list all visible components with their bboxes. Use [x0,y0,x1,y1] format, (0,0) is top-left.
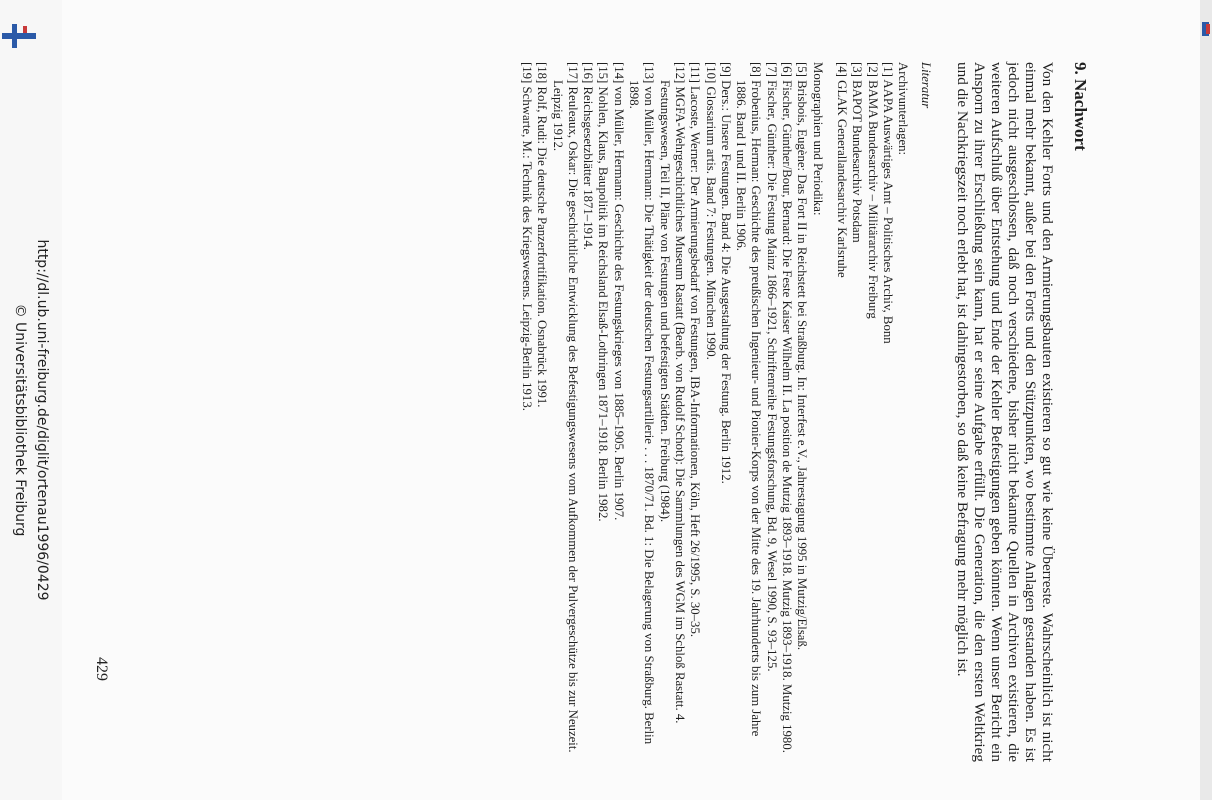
reference-entry: [15] Nohlen, Klaus, Baupolitik im Reichsland Elsaß-Lothringen 1871–1918. Berlin 1982. [596,62,611,522]
archive-entry: [4] GLAK Generallandesarchiv Karlsruhe [834,62,849,278]
library-logo-icon [2,24,36,48]
archive-heading: Archivunterlagen: [896,62,911,156]
literature-title: Literatur [919,62,934,109]
reference-entry: [18] Rolf, Rudi: Die deutsche Panzerfortifikation. Osnabrück 1991. [535,62,550,408]
footer-copyright: © Universitätsbibliothek Freiburg [12,303,28,537]
afterword-paragraph: Von den Kehler Forts und den Armierungsbauten existieren so gut wie keine Überreste. Wahrscheinlich ist nicht einmal mehr bekannt, außer bei den Forts und den Stützpunkten, wo bestimmte Anlagen gestanden haben. Es ist jedoch nicht ausgeschlossen, daß noch verschiedene, bisher nicht bekannte Quellen in Archiven existieren, die weiteren Aufschluß über Entstehung und Ende der Kehler Befestigungen geben könnten. Wenn unser Bericht ein Ansporn zu ihrer Erschließung sein kann, hat er seine Aufgabe erfüllt. Die Generation, die den ersten Weltkrieg und die Nachkriegszeit noch erlebt hat, ist dahingestorben, so daß keine Befragung mehr möglich ist. [953,62,1056,762]
reference-entry: [10] Glossarium artis. Band 7: Festungen. München 1990. [703,62,718,360]
footer-text [9,239,53,600]
reference-entry: [9] Ders.: Unsere Festungen. Band 4: Die Ausgestaltung der Festung. Berlin 1912. [718,62,733,484]
section-heading: 9. Nachwort [1071,62,1090,151]
next-page-logo-accent-icon [1206,24,1210,34]
reference-entry: [7] Fischer, Günther: Die Festung Mainz 1866–1921, Schriftenreihe Festungsforschung, Bd. 9, Wesel 1990, S. 93–125. [764,62,779,672]
reference-entry: [19] Schwarte, M.: Technik des Kriegswesens. Leipzig-Berlin 1913. [520,62,535,411]
monographs-heading: Monographien und Periodika: [810,62,825,216]
reference-entry: [6] Fischer, Günther/Bour, Bernard: Die Feste Kaiser Wilhelm II. La position de Mutzig 1893–1918. Mutzig 1893–1918. Mutzig 1980. [780,62,795,753]
reference-entry: [11] Lacoste, Werner: Der Armierungsbedarf von Festungen, IBA-Informationen, Köln, Heft 26/1995, S. 30–35. [688,62,703,638]
next-page-edge[interactable] [1200,0,1212,800]
reference-entry: [17] Reuleaux, Oskar: Die geschichtliche Entwicklung des Befestigungswesens vom Aufkommen der Pulvergeschütze bis zur Neuzeit. Leipzig 1912. [550,62,580,753]
reference-entry: [12] MGFA-Wehrgeschichtliches Museum Rastatt (Bearb. von Rudolf Schott): Die Sammlungen des WGM im Schloß Rastatt. 4. Festungswesen, Teil II, Pläne von Festungen und befestigten Städten. Freiburg (1984). [657,62,687,724]
archive-entry: [3] BAPOT Bundesarchiv Potsdam [850,62,865,243]
rotated-page-content [150,62,1090,762]
archive-entry: [2] BAMA Bundesarchiv – Militärarchiv Freiburg [865,62,880,319]
page-number: 429 [93,657,110,681]
reference-entry: [13] von Müller, Hermann: Die Thätigkeit der deutschen Festungsartillerie . . . 1870/71. Bd. 1: Die Belagerung von Straßburg. Berlin 1898. [627,62,657,745]
reference-entry: [5] Brisbois, Eugène: Das Fort II in Reichstett bei Straßburg. In: Interfest e.V., Jahrestagung 1995 in Mutzig/Elsaß. [795,62,810,651]
viewer-left-strip [0,0,62,800]
archive-entry: [1] AAPA Auswärtiges Amt – Politisches Archiv, Bonn [880,62,895,344]
reference-entry: [16] Reichsgesetzblätter 1871–1914. [581,62,596,250]
footer-url[interactable]: http://dl.ub.uni-freiburg.de/diglit/ortenau1996/0429 [34,239,50,601]
reference-entry: [8] Frobenius, Herman: Geschichte des preußischen Ingenieur- und Pionier-Korps von der Mitte des 19. Jahrhunderts bis zum Jahre 1886. Band I und II. Berlin 1906. [734,62,764,737]
reference-entry: [14] von Müller, Hermann: Geschichte des Festungskrieges von 1885–1905. Berlin 1907. [611,62,626,521]
